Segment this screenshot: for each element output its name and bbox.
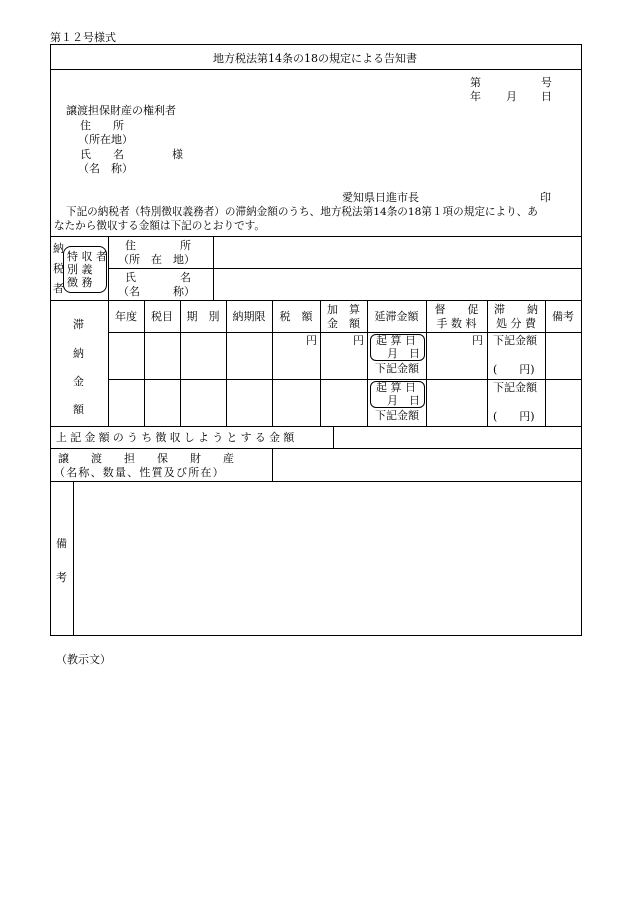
recipient-heading: 譲渡担保財産の権利者 bbox=[66, 104, 176, 117]
header-fee-1: 督 促 bbox=[434, 303, 479, 316]
row2-disposal-paren: ( 円) bbox=[493, 410, 535, 423]
remarks-label-2: 考 bbox=[56, 571, 67, 584]
row1-delay-below: 下記金額 bbox=[375, 362, 419, 375]
header-tax-amount: 税 額 bbox=[279, 310, 313, 323]
header-year: 年度 bbox=[115, 310, 137, 323]
arrears-side-4: 額 bbox=[73, 403, 84, 416]
taxpayer-address-sub: （所 在 地） bbox=[118, 253, 195, 266]
header-additional-2: 金 額 bbox=[327, 317, 360, 330]
taxpayer-label-mid: 税 bbox=[53, 262, 64, 275]
arrears-side-1: 滞 bbox=[73, 318, 84, 331]
row1-calc-day: 起 算 日 bbox=[376, 334, 416, 347]
row2-calc-day: 起 算 日 bbox=[376, 381, 416, 394]
taxpayer-bracket-line2: 別 義 bbox=[67, 263, 93, 276]
header-disposal-1: 滞 納 bbox=[494, 303, 538, 316]
instruction-text: （教示文） bbox=[56, 653, 111, 666]
taxpayer-bracket-line3: 徴 務 bbox=[67, 276, 93, 289]
row1-disposal-below: 下記金額 bbox=[493, 334, 537, 347]
date-year: 年 bbox=[470, 90, 481, 103]
header-due-date: 納期限 bbox=[232, 310, 266, 323]
row1-calc-month: 月 日 bbox=[387, 347, 420, 360]
row1-fee-yen: 円 bbox=[472, 334, 483, 347]
recipient-sama: 様 bbox=[172, 148, 183, 161]
property-bottom-line bbox=[50, 481, 581, 482]
taxpayer-address-label: 住 所 bbox=[125, 239, 191, 252]
doc-no-go: 号 bbox=[541, 76, 552, 89]
row2-disposal-below: 下記金額 bbox=[493, 381, 537, 394]
row2-delay-below: 下記金額 bbox=[375, 409, 419, 422]
arrears-side-3: 金 bbox=[73, 375, 84, 388]
taxpayer-label-bot: 者 bbox=[53, 282, 64, 295]
taxpayer-bottom-line bbox=[50, 300, 581, 301]
header-tax-item: 税目 bbox=[151, 310, 173, 323]
property-label-2: （名称、数量、性質及び所在） bbox=[54, 466, 225, 479]
recipient-name-label: 氏 名 bbox=[80, 148, 124, 161]
taxpayer-mid-line bbox=[108, 268, 581, 269]
taxpayer-bracket-line1: 特 収 者 bbox=[67, 250, 107, 263]
row2-calc-month: 月 日 bbox=[387, 394, 420, 407]
property-label-1: 譲 渡 担 保 財 産 bbox=[58, 452, 234, 465]
remarks-divider bbox=[73, 481, 74, 635]
collect-amount-label: 上記金額のうち徴収しようとする金額 bbox=[56, 431, 298, 444]
header-fee-2: 手 数 料 bbox=[436, 317, 477, 330]
notice-text-line1: 下記の納税者（特別徴収義務者）の滞納金額のうち、地方税法第14条の18第１項の規定により、あ bbox=[66, 206, 538, 218]
issuer-name: 愛知県日進市長 bbox=[342, 191, 419, 204]
property-divider bbox=[272, 448, 273, 481]
recipient-address-label: 住 所 bbox=[80, 119, 124, 132]
header-period: 期 別 bbox=[186, 310, 220, 323]
arrears-header-line bbox=[108, 332, 581, 333]
taxpayer-name-label: 氏 名 bbox=[125, 271, 191, 284]
collect-amount-divider bbox=[333, 426, 334, 448]
doc-no-dai: 第 bbox=[470, 76, 481, 89]
notice-text-line2: なたから徴収する金額は下記のとおりです。 bbox=[54, 220, 266, 232]
taxpayer-name-sub: （名 称） bbox=[118, 285, 195, 298]
date-month: 月 bbox=[506, 90, 517, 103]
remarks-label-1: 備 bbox=[56, 537, 67, 550]
header-additional-1: 加 算 bbox=[327, 303, 360, 316]
recipient-address-sub: （所在地） bbox=[78, 133, 133, 146]
arrears-row-line bbox=[108, 379, 581, 380]
issuer-seal: 印 bbox=[540, 191, 551, 204]
header-delay-amount: 延滞金額 bbox=[374, 310, 419, 323]
taxpayer-label-top: 納 bbox=[53, 242, 64, 255]
arrears-bottom-line bbox=[50, 426, 581, 427]
date-day: 日 bbox=[541, 90, 552, 103]
row1-disposal-paren: ( 円) bbox=[493, 363, 535, 376]
arrears-side-2: 納 bbox=[73, 347, 84, 360]
header-remarks: 備考 bbox=[552, 310, 574, 323]
row1-add-yen: 円 bbox=[353, 334, 364, 347]
recipient-name-sub: （名 称） bbox=[78, 162, 133, 175]
form-title: 地方税法第14条の18の規定による告知書 bbox=[213, 52, 417, 65]
title-divider bbox=[50, 69, 581, 70]
row1-tax-yen: 円 bbox=[306, 334, 317, 347]
form-number: 第１２号様式 bbox=[50, 31, 116, 44]
collect-amount-bottom-line bbox=[50, 448, 581, 449]
header-disposal-2: 処 分 費 bbox=[496, 317, 536, 330]
notice-divider bbox=[50, 236, 581, 237]
